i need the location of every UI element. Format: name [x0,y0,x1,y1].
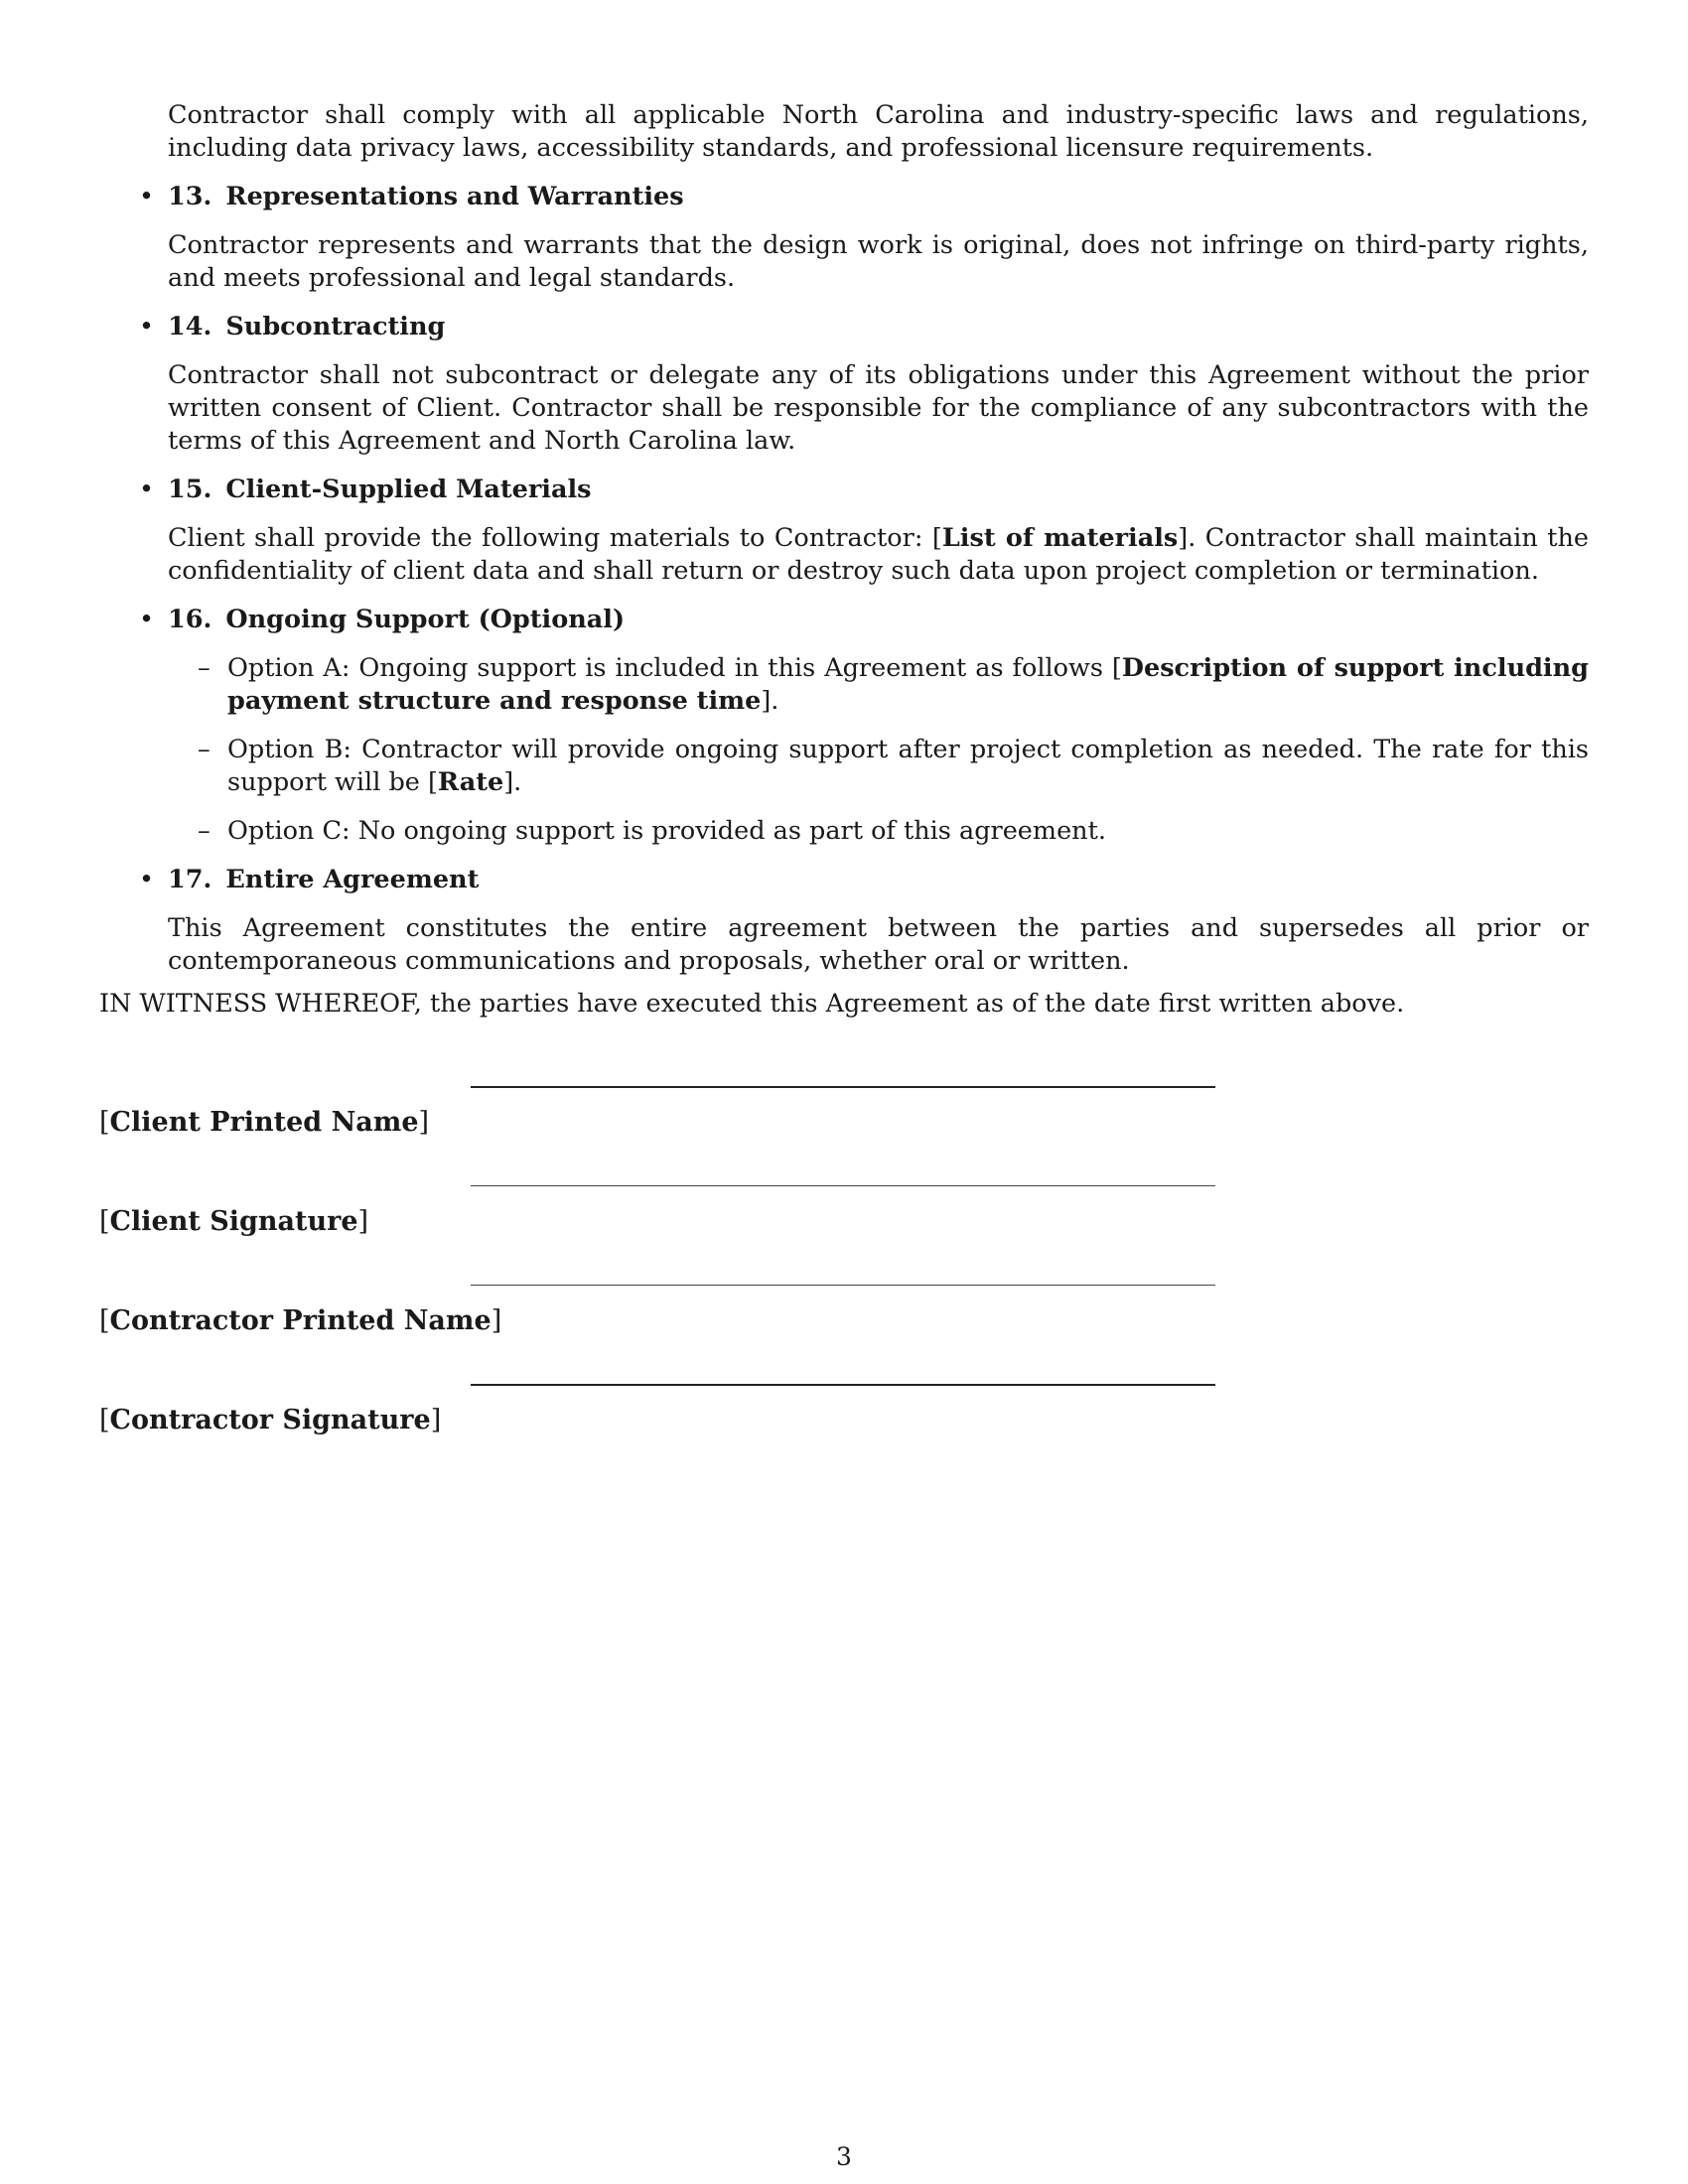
section-title: Entire Agreement [225,865,480,894]
bullet-icon: • [139,182,155,211]
placeholder-field: Description of support including payment structure and response time [227,653,1589,716]
option-text: ]. [503,767,522,797]
section-number: 16. [168,605,212,634]
dash-icon: – [198,816,211,846]
signature-line[interactable] [471,1086,1215,1088]
section-number: 13. [168,182,212,211]
dash-icon: – [198,653,211,683]
signature-label-contractor-printed-name: [Contractor Printed Name] [99,1305,502,1336]
placeholder-field: Rate [437,767,504,797]
section-number: 17. [168,865,212,894]
placeholder-field: List of materials [941,523,1179,553]
bullet-icon: • [139,865,155,894]
witness-statement: IN WITNESS WHEREOF, the parties have executed this Agreement as of the date first written above. [99,989,1405,1019]
body-text: Client shall provide the following materials to Contractor: [ [168,523,942,553]
intro-paragraph: Contractor shall comply with all applicable North Carolina and industry-specific laws and regulations, including data privacy laws, accessibility standards, and professional licensure requirements. [168,100,1589,163]
section-title: Ongoing Support (Optional) [225,605,626,634]
signature-line[interactable] [471,1285,1215,1286]
signature-label-client-printed-name: [Client Printed Name] [99,1107,430,1138]
support-option-a [198,652,1589,718]
signature-label-client-signature: [Client Signature] [99,1206,369,1237]
signature-line[interactable] [471,1185,1215,1186]
section-heading-14 [139,311,1589,343]
section-heading-17 [139,864,1589,896]
section-title: Representations and Warranties [225,182,684,211]
option-text: Option B: Contractor will provide ongoing support after project completion as needed. The rate for this support will be [ [227,735,1589,797]
section-body-15 [168,522,1589,588]
support-option-b [198,734,1589,799]
option-text: ]. [761,686,779,716]
signature-label-contractor-signature: [Contractor Signature] [99,1405,442,1435]
section-body-17: This Agreement constitutes the entire agreement between the parties and supersedes all prior or contemporaneous communications and proposals, whether oral or written. [168,913,1589,976]
section-body-13: Contractor represents and warrants that the design work is original, does not infringe on third-party rights, and meets professional and legal standards. [168,230,1589,293]
dash-icon: – [198,735,211,764]
section-title: Client-Supplied Materials [225,475,592,504]
page-number: 3 [836,2142,852,2171]
section-body-14: Contractor shall not subcontract or delegate any of its obligations under this Agreement without the prior written consent of Client. Contractor shall be responsible for the compliance of any subcontractors with the terms of this Agreement and North Carolina law. [168,360,1589,456]
section-heading-16 [139,604,1589,636]
section-number: 15. [168,475,212,504]
bullet-icon: • [139,475,155,504]
bullet-icon: • [139,312,155,341]
option-text: Option C: No ongoing support is provided as part of this agreement. [227,816,1106,846]
support-options-list [198,652,1589,848]
section-title: Subcontracting [225,312,446,341]
section-heading-13 [139,181,1589,213]
support-option-c [198,815,1589,848]
bullet-icon: • [139,605,155,634]
section-number: 14. [168,312,212,341]
document-body [99,99,1589,1021]
signature-line[interactable] [471,1384,1215,1386]
option-text: Option A: Ongoing support is included in this Agreement as follows [ [227,653,1122,683]
section-heading-15 [139,474,1589,506]
body-text: ]. Contractor shall maintain the confidentiality of client data and shall return or destroy such data upon project completion or termination. [168,523,1589,586]
